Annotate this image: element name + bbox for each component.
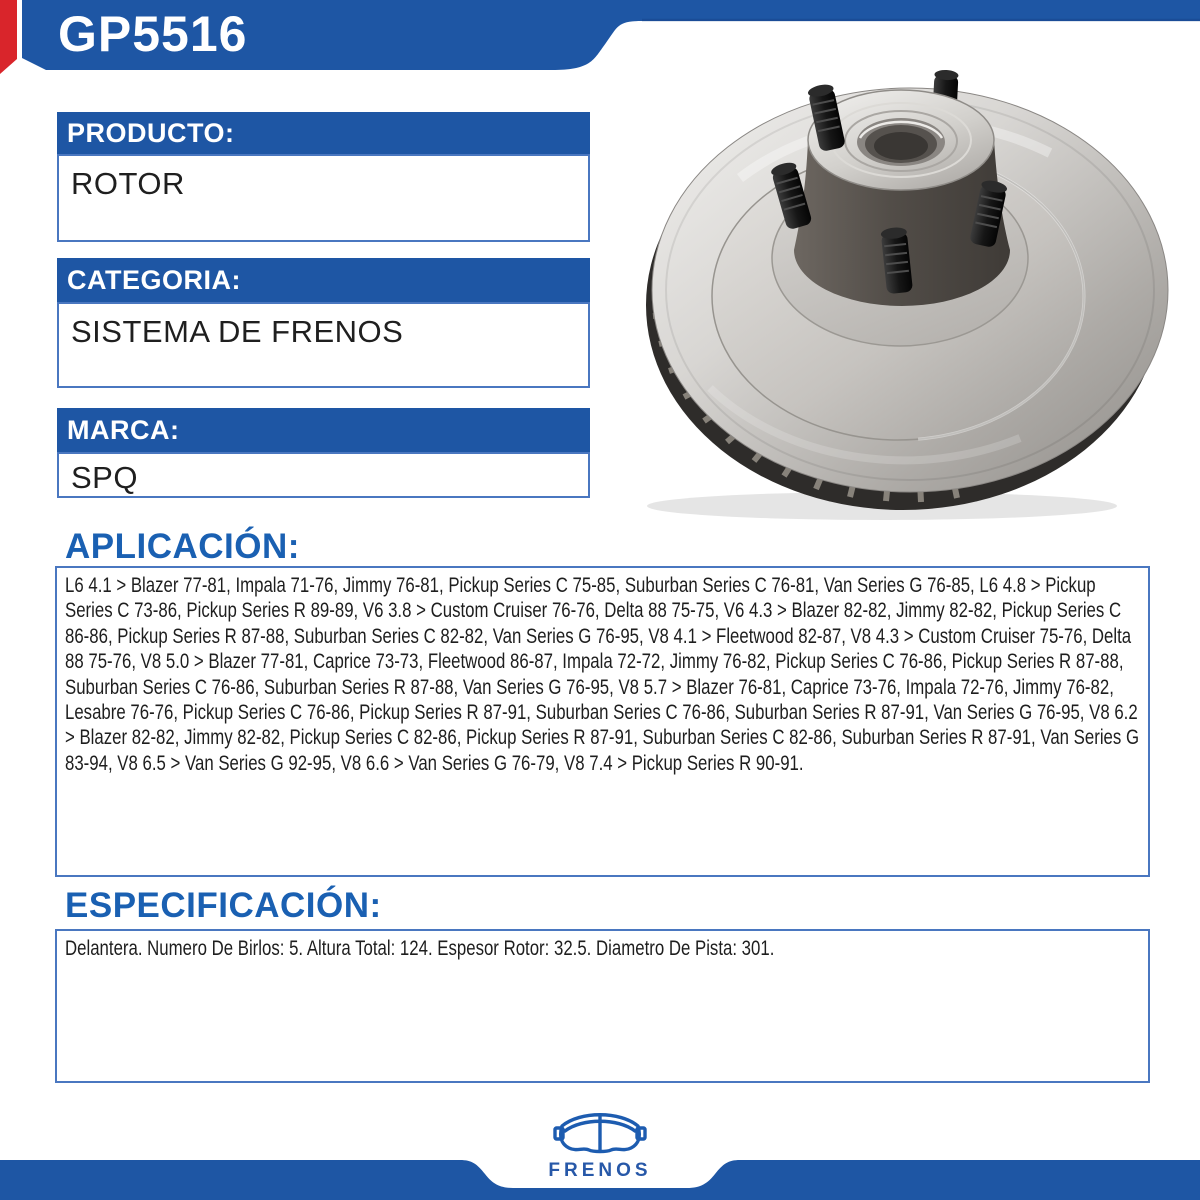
categoria-label-bar: CATEGORIA:	[57, 258, 590, 302]
part-number: GP5516	[58, 6, 248, 62]
especificacion-box	[55, 929, 1150, 1083]
aplicacion-heading: APLICACIÓN:	[65, 527, 300, 566]
product-photo-rotor	[620, 58, 1180, 520]
marca-label-bar: MARCA:	[57, 408, 590, 452]
aplicacion-text: L6 4.1 > Blazer 77-81, Impala 71-76, Jimmy 76-81, Pickup Series C 75-85, Suburban Series C 76-81, Van Series G 76-85, L6 4.8 > Pickup Series C 73-86, Pickup Series R 89-89, V6 3.8 > Custom Cruiser 76-76, Delta 88 75-75, V6 4.3 > Blazer 82-82, Jimmy 82-82, Pickup Series C 86-86, Pickup Series R 87-88, Suburban Series C 82-82, Van Series G 76-95, V8 4.1 > Fleetwood 82-87, V8 4.3 > Custom Cruiser 75-76, Delta 88 75-76, V8 5.0 > Blazer 77-81, Caprice 73-73, Fleetwood 86-87, Impala 72-72, Jimmy 76-82, Pickup Series C 76-86, Pickup Series R 87-88, Suburban Series C 76-86, Suburban Series R 87-88, Van Series G 76-95, V8 5.7 > Blazer 76-81, Caprice 73-76, Impala 72-76, Jimmy 76-82, Lesabre 76-76, Pickup Series C 76-86, Pickup Series R 87-91, Suburban Series C 76-86, Suburban Series R 87-91, Van Series G 76-95, V8 6.2 > Blazer 82-82, Jimmy 82-82, Pickup Series C 82-86, Pickup Series R 87-91, Suburban Series C 82-86, Suburban Series R 87-91, Van Series G 83-94, V8 6.5 > Van Series G 92-95, V8 6.6 > Van Series G 76-79, V8 7.4 > Pickup Series R 90-91.	[65, 574, 1140, 775]
footer-label: FRENOS	[548, 1160, 652, 1181]
marca-value: SPQ	[57, 452, 590, 498]
producto-label-bar: PRODUCTO:	[57, 112, 590, 154]
header-red-accent	[0, 0, 17, 74]
producto-value: ROTOR	[57, 154, 590, 242]
aplicacion-box	[55, 566, 1150, 877]
footer-bar	[0, 1156, 1200, 1200]
especificacion-text: Delantera. Numero De Birlos: 5. Altura Total: 124. Espesor Rotor: 32.5. Diametro De Pista: 301.	[65, 937, 775, 960]
categoria-value: SISTEMA DE FRENOS	[57, 302, 590, 388]
brake-pad-icon	[552, 1104, 648, 1158]
especificacion-heading: ESPECIFICACIÓN:	[65, 886, 382, 925]
